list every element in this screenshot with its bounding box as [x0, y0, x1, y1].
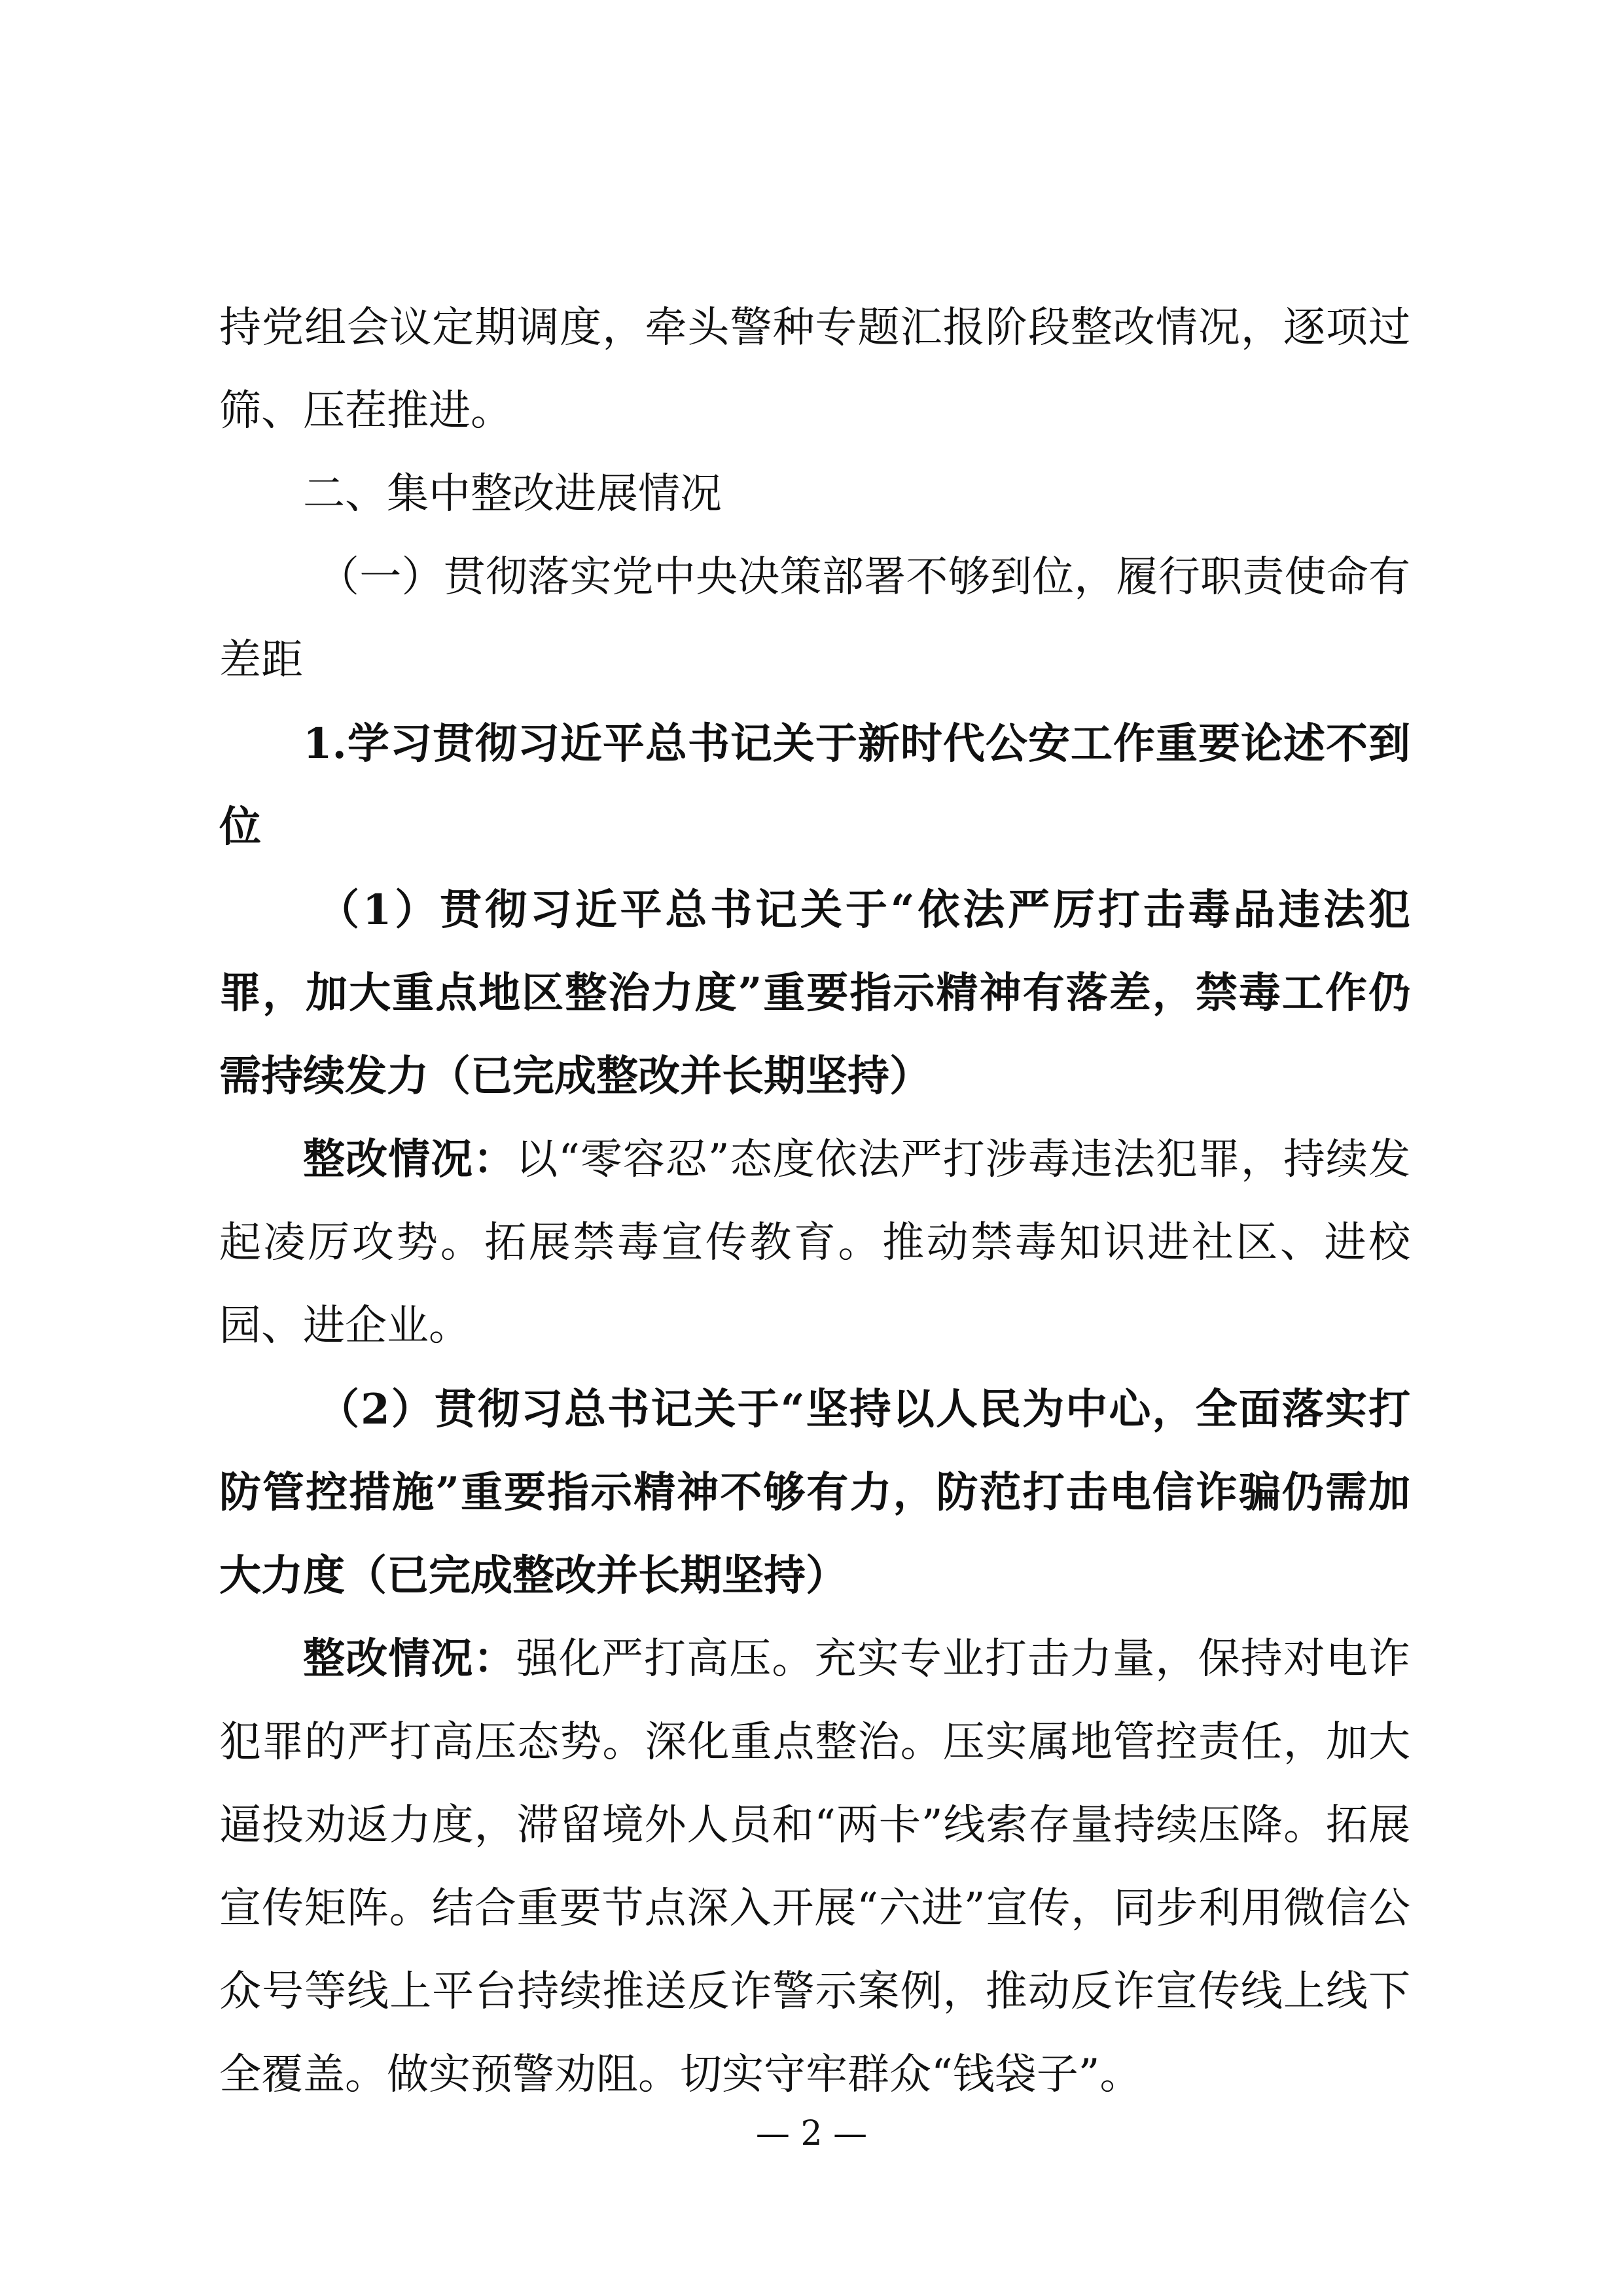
page-number: — 2 — [755, 2114, 868, 2153]
rectification-text: 强化严打高压。充实专业打击力量，保持对电诈犯罪的严打高压态势。深化重点整治。压实属地管控责任，加大逼投劝返力度，滞留境外人员和“两卡”线索存量持续压降。拓展宣传矩阵。结合重要节点深入开展“六进”宣传，同步利用微信公众号等线上平台持续推送反诈警示案例，推动反诈宣传线上线下全覆盖。做实预警劝阻。切实守牢群众“钱袋子”。 [219, 1635, 1411, 2099]
sub-item-heading-1: （1）贯彻习近平总书记关于“依法严厉打击毒品违法犯罪，加大重点地区整治力度”重要指示精神有落差，禁毒工作仍需持续发力（已完成整改并长期坚持） [219, 886, 1410, 1101]
rectification-paragraph-1 [219, 1118, 1410, 1368]
paragraph-continued: 持党组会议定期调度，牵头警种专题汇报阶段整改情况，逐项过筛、压茬推进。 [219, 304, 1410, 435]
rectification-label: 整改情况： [303, 1634, 516, 1683]
rectification-paragraph-2 [219, 1617, 1410, 2117]
rectification-text: 以“零容忍”态度依法严打涉毒违法犯罪，持续发起凌厉攻势。拓展禁毒宣传教育。推动禁毒知识进社区、进校园、进企业。 [219, 1136, 1410, 1350]
subsection-heading-1: （一）贯彻落实党中央决策部署不够到位，履行职责使命有差距 [219, 553, 1410, 685]
sub-item-heading-2: （2）贯彻习总书记关于“坚持以人民为中心，全面落实打防管控措施”重要指示精神不够有力，防范打击电信诈骗仍需加大力度（已完成整改并长期坚持） [219, 1385, 1410, 1600]
document-body [219, 287, 1410, 2117]
section-heading-2: 二、集中整改进展情况 [303, 470, 722, 518]
rectification-label: 整改情况： [303, 1135, 516, 1184]
item-heading-1: 1.学习贯彻习近平总书记关于新时代公安工作重要论述不到位 [219, 719, 1410, 852]
